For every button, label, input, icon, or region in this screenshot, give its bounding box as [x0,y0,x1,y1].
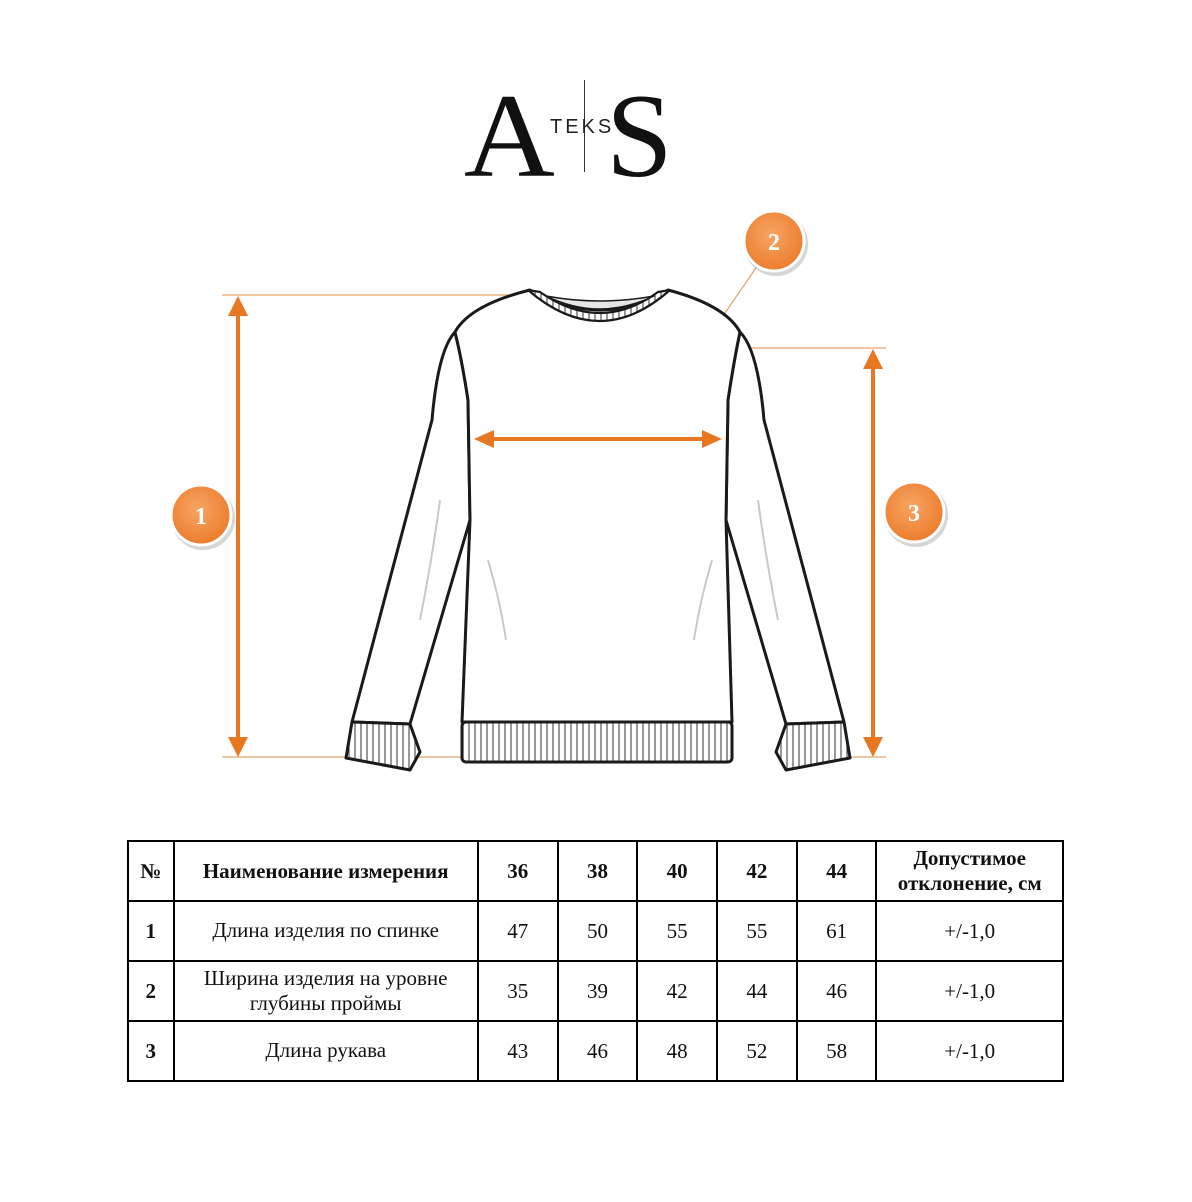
row-measure-name-line1: Длина рукава [265,1038,387,1063]
brand-logo [463,69,706,202]
row-measure-name-line2: глубины проймы [249,991,402,1015]
row-measure-name [174,1021,478,1081]
header-size: 40 [637,841,717,901]
row-value: 46 [558,1021,638,1081]
header-number: № [128,841,174,901]
row-value: 47 [478,901,558,961]
row-tolerance: +/-1,0 [876,961,1063,1021]
marker-1 [171,485,235,550]
header-size: 44 [797,841,877,901]
header-size: 36 [478,841,558,901]
row-value: 55 [637,901,717,961]
row-number: 2 [128,961,174,1021]
size-chart-table [127,840,1064,1082]
logo-letter-a: A [463,69,555,202]
row-value: 43 [478,1021,558,1081]
row-number: 1 [128,901,174,961]
row-value: 58 [797,1021,877,1081]
row-value: 50 [558,901,638,961]
row-measure-name-line1: Длина изделия по спинке [212,918,440,943]
header-tolerance-line2: отклонение, см [897,871,1042,895]
logo-subtitle: TEKS [550,116,615,138]
row-tolerance: +/-1,0 [876,1021,1063,1081]
header-tolerance-line1: Допустимое [913,845,1026,870]
marker-3 [884,482,948,547]
marker-2 [744,211,808,276]
row-measure-name [174,901,478,961]
row-number: 3 [128,1021,174,1081]
sweatshirt-drawing [346,290,850,770]
header-size: 38 [558,841,638,901]
row-value: 55 [717,901,797,961]
measure-arrow-3 [863,349,883,757]
header-tolerance [876,841,1063,901]
table-header-row [128,841,1063,901]
row-value: 52 [717,1021,797,1081]
header-measure-name: Наименование измерения [174,841,478,901]
row-measure-name [174,961,478,1021]
table-row [128,961,1063,1021]
row-value: 46 [797,961,877,1021]
marker-2-label: 2 [768,230,780,256]
marker-3-label: 3 [908,501,920,527]
table-row [128,1021,1063,1081]
table-row [128,901,1063,961]
marker-1-label: 1 [195,504,207,530]
row-value: 61 [797,901,877,961]
row-value: 35 [478,961,558,1021]
row-tolerance: +/-1,0 [876,901,1063,961]
row-value: 44 [717,961,797,1021]
row-value: 48 [637,1021,717,1081]
header-size: 42 [717,841,797,901]
measurement-diagram [0,190,1192,810]
row-measure-name-line1: Ширина изделия на уровне [203,965,448,990]
row-value: 42 [637,961,717,1021]
row-value: 39 [558,961,638,1021]
logo-letter-s: S [606,69,673,202]
